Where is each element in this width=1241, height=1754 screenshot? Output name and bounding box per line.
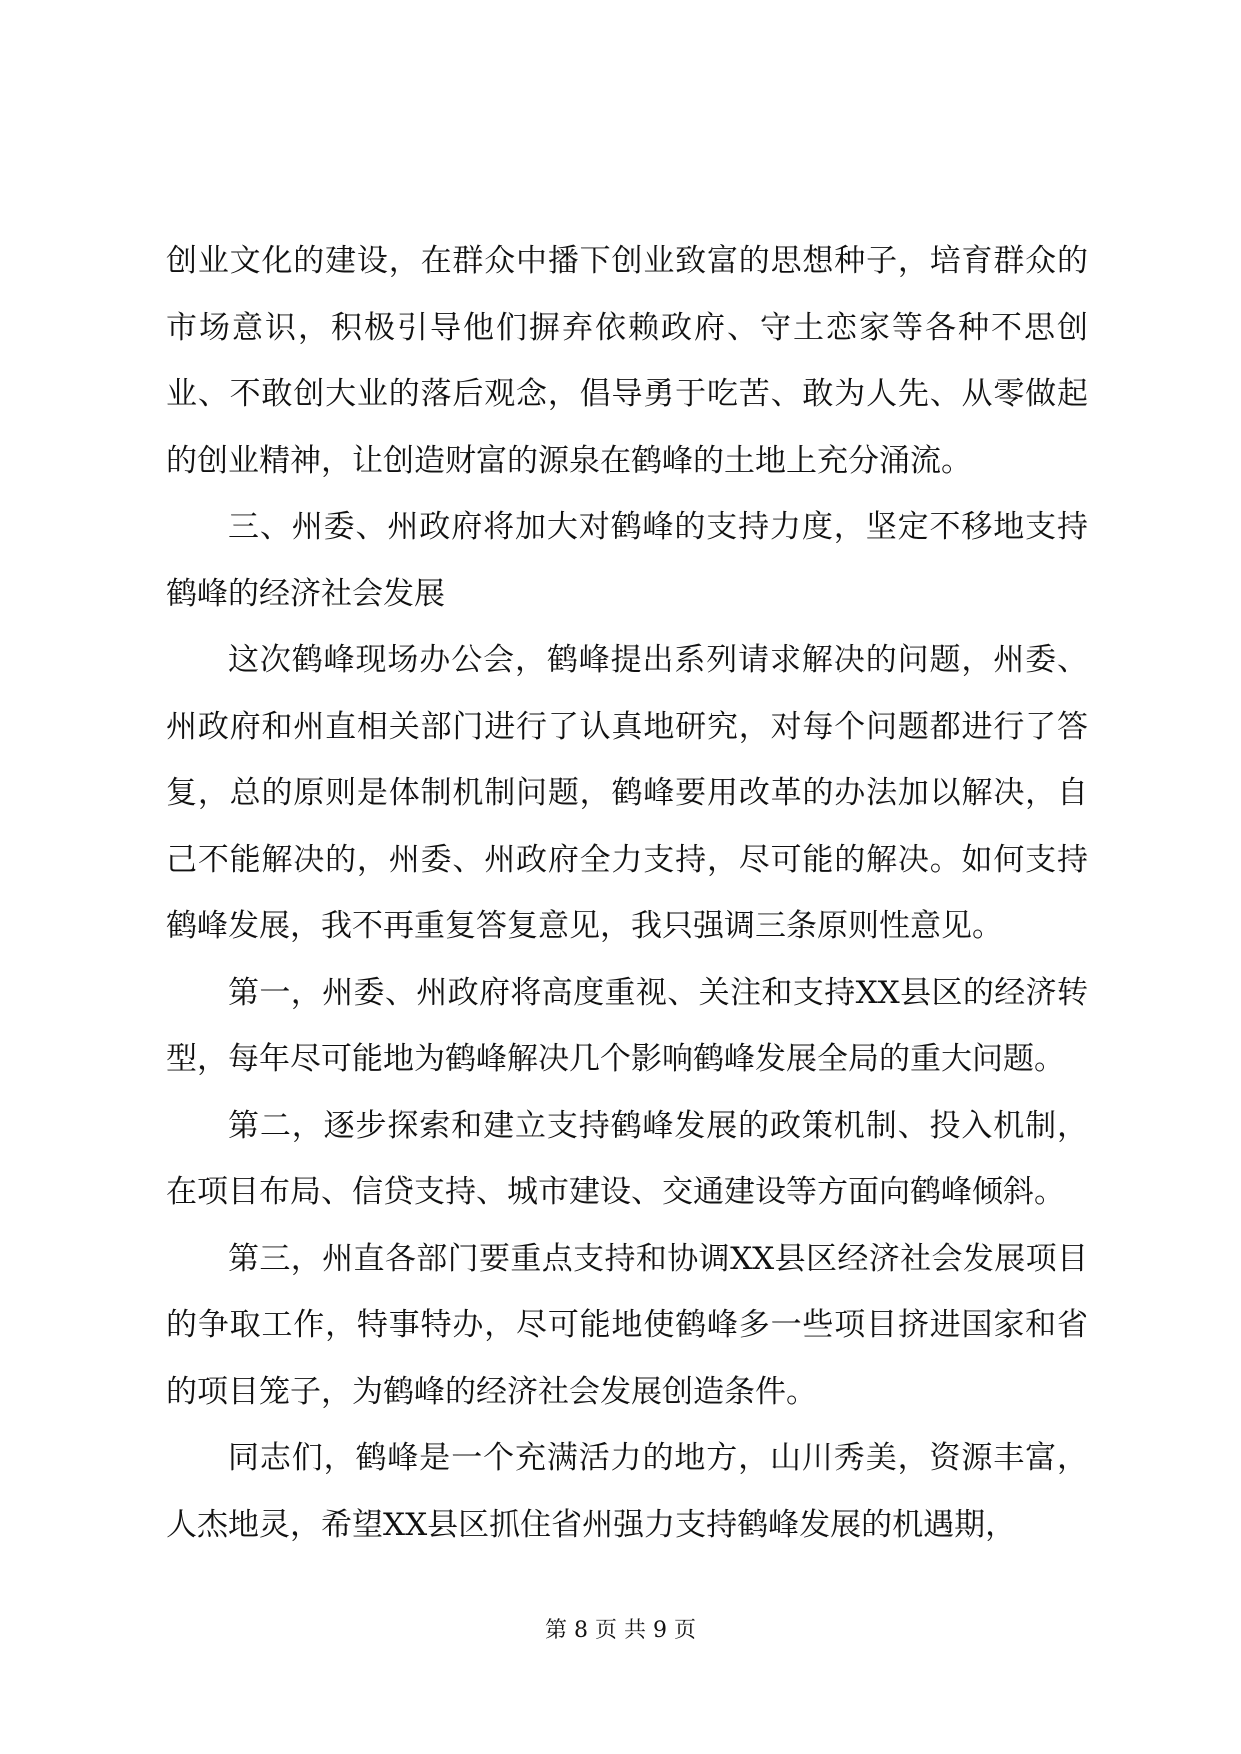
- document-body: [166, 228, 1088, 1558]
- paragraph-1: 创业文化的建设，在群众中播下创业致富的思想种子，培育群众的市场意识，积极引导他们摒弃依赖政府、守土恋家等各种不思创业、不敢创大业的落后观念，倡导勇于吃苦、敢为人先、从零做起的创业精神，让创造财富的源泉在鹤峰的土地上充分涌流。: [166, 243, 1088, 479]
- paragraph-closing: 同志们，鹤峰是一个充满活力的地方，山川秀美，资源丰富，人杰地灵，希望XX县区抓住省州强力支持鹤峰发展的机遇期，: [166, 1440, 1088, 1543]
- paragraph-3: 这次鹤峰现场办公会，鹤峰提出系列请求解决的问题，州委、州政府和州直相关部门进行了认真地研究，对每个问题都进行了答复，总的原则是体制机制问题，鹤峰要用改革的办法加以解决，自己不能解决的，州委、州政府全力支持，尽可能的解决。如何支持鹤峰发展，我不再重复答复意见，我只强调三条原则性意见。: [166, 642, 1088, 944]
- paragraph-first-point: 第一，州委、州政府将高度重视、关注和支持XX县区的经济转型，每年尽可能地为鹤峰解决几个影响鹤峰发展全局的重大问题。: [166, 974, 1088, 1077]
- page-footer: 第 8 页 共 9 页: [545, 1618, 696, 1643]
- paragraph-second-point: 第二，逐步探索和建立支持鹤峰发展的政策机制、投入机制，在项目布局、信贷支持、城市建设、交通建设等方面向鹤峰倾斜。: [166, 1107, 1088, 1210]
- section-heading-3: 三、州委、州政府将加大对鹤峰的支持力度，坚定不移地支持鹤峰的经济社会发展: [166, 509, 1088, 612]
- paragraph-third-point: 第三，州直各部门要重点支持和协调XX县区经济社会发展项目的争取工作，特事特办，尽可能地使鹤峰多一些项目挤进国家和省的项目笼子，为鹤峰的经济社会发展创造条件。: [166, 1240, 1088, 1410]
